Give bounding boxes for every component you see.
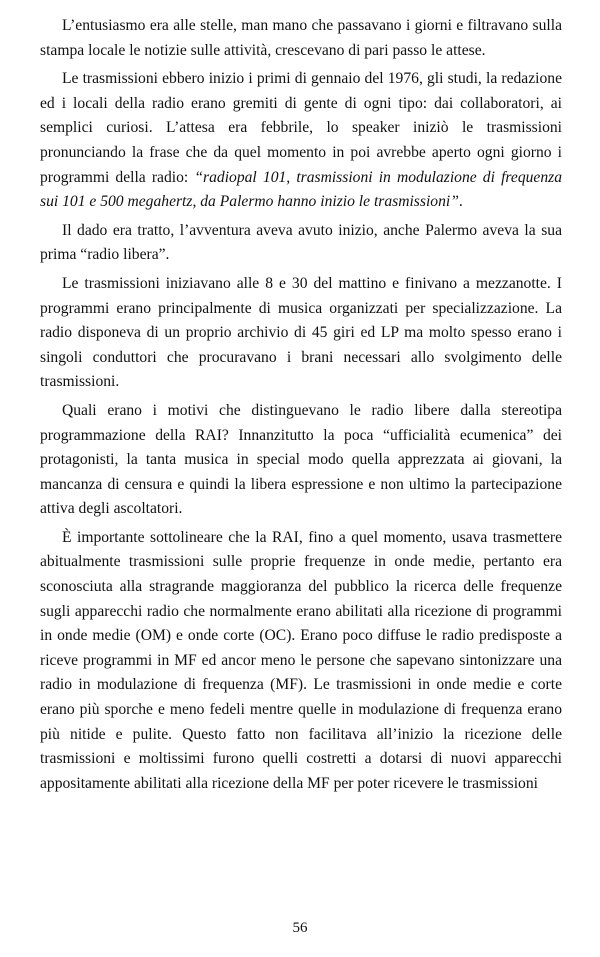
radio-opening-quote: “radiopal 101, trasmissioni in modulazione di frequenza sui 101 e 500 megahertz, da Palermo hanno inizio le trasmissioni”	[40, 168, 562, 211]
paragraph-2-text: Le trasmissioni ebbero inizio i primi di gennaio del 1976, gli studi, la redazione ed i locali della radio erano gremiti di gente di ogni tipo: dai collaboratori, ai semplici curiosi. L’attesa era febbrile, lo speaker iniziò le trasmissioni pronunciando la frase che da quel momento in poi avrebbe aperto ogni giorno i programmi della radio:	[40, 70, 562, 186]
paragraph-4: Le trasmissioni iniziavano alle 8 e 30 del mattino e finivano a mezzanotte. I programmi erano principalmente di musica organizzati per specializzazione. La radio disponeva di un proprio archivio di 45 giri ed LP ma molto spesso erano i singoli conduttori che procuravano i brani necessari allo svolgimento delle trasmissioni.	[40, 274, 562, 391]
paragraph-6: È importante sottolineare che la RAI, fino a quel momento, usava trasmettere abitualmente trasmissioni sulle proprie frequenze in onde medie, pertanto era sconosciuta alla stragrande maggioranza del pubblico la ricerca delle frequenze sugli apparecchi radio che normalmente erano abilitati alla ricezione di programmi in onde medie (OM) e onde corte (OC). Erano poco diffuse le radio predisposte a riceve programmi in MF ed ancor meno le persone che sapevano sintonizzare una radio in modulazione di frequenza (MF). Le trasmissioni in onde medie e corte erano più sporche e meno fedeli mentre quelle in modulazione di frequenza erano più nitide e pulite. Questo fatto non facilitava all’inizio la ricezione delle trasmissioni e moltissimi furono quelli costretti a dotarsi di nuovi apparecchi appositamente abilitati alla ricezione della MF per poter ricevere le trasmissioni	[40, 528, 562, 792]
body-text	[40, 14, 562, 800]
paragraph-3: Il dado era tratto, l’avventura aveva avuto inizio, anche Palermo aveva la sua prima “radio libera”.	[40, 221, 562, 264]
paragraph-2-end: .	[458, 193, 463, 211]
page-number: 56	[292, 920, 308, 936]
paragraph-1: L’entusiasmo era alle stelle, man mano che passavano i giorni e filtravano sulla stampa locale le notizie sulle attività, crescevano di pari passo le attese.	[40, 17, 562, 59]
paragraph-2	[40, 67, 562, 215]
paragraph-5: Quali erano i motivi che distinguevano le radio libere dalla stereotipa programmazione della RAI? Innanzitutto la poca “ufficialità ecumenica” dei protagonisti, la tanta musica in special modo quella apprezzata ai giovani, la mancanza di censura e quindi la libera espressione e non ultimo la partecipazione attiva degli ascoltatori.	[40, 401, 562, 518]
